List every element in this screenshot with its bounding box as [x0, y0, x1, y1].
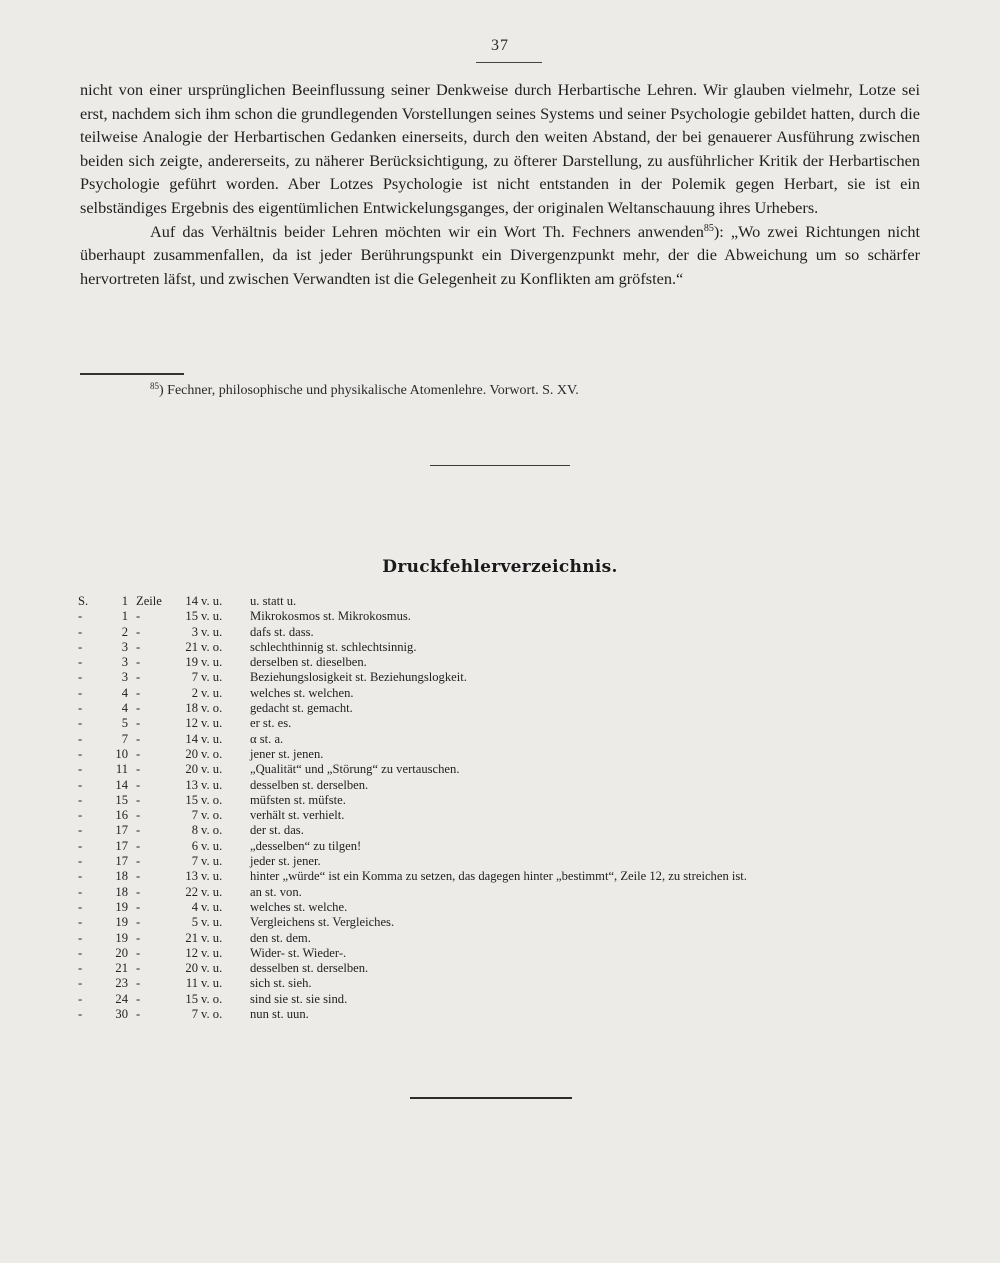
errata-direction: v. u. — [201, 899, 223, 914]
errata-zeile-label: - — [136, 716, 141, 731]
errata-correction: der st. das. — [250, 823, 304, 838]
errata-zeile-label: - — [136, 869, 141, 884]
errata-zeile-label: - — [136, 838, 141, 853]
errata-s-label: - — [78, 915, 83, 930]
errata-row — [78, 640, 938, 655]
errata-zeile-label: - — [136, 808, 141, 823]
errata-page: 23 — [115, 976, 128, 991]
errata-line: 11 — [185, 976, 198, 991]
errata-page: 20 — [115, 945, 128, 960]
errata-correction: Beziehungslosigkeit st. Beziehungslogkeit. — [250, 670, 467, 685]
errata-correction: sich st. sieh. — [250, 976, 312, 991]
footnote-reference: 85 — [703, 222, 714, 234]
errata-direction: v. u. — [201, 685, 223, 700]
errata-row — [78, 961, 938, 976]
errata-s-label: - — [78, 961, 83, 976]
errata-s-label: - — [78, 838, 83, 853]
errata-line: 13 — [185, 869, 198, 884]
errata-direction: v. u. — [201, 655, 223, 670]
closing-rule — [410, 1097, 572, 1099]
errata-correction: sind sie st. sie sind. — [250, 991, 348, 1006]
errata-correction: schlechthinnig st. schlechtsinnig. — [250, 639, 417, 654]
errata-page: 14 — [115, 777, 128, 792]
errata-line: 20 — [185, 762, 198, 777]
errata-row — [78, 747, 938, 762]
footnote-marker: 85 — [150, 381, 159, 391]
errata-zeile-label: - — [136, 670, 141, 685]
errata-direction: v. o. — [201, 639, 223, 654]
errata-zeile-label: - — [136, 884, 141, 899]
errata-page: 5 — [121, 716, 128, 731]
errata-s-label: - — [78, 746, 83, 761]
errata-page: 4 — [121, 701, 128, 716]
errata-zeile-label: - — [136, 854, 141, 869]
errata-line: 5 — [191, 915, 198, 930]
errata-page: 21 — [115, 961, 128, 976]
errata-direction: v. u. — [201, 838, 223, 853]
errata-page: 15 — [115, 792, 128, 807]
errata-s-label: - — [78, 869, 83, 884]
errata-direction: v. o. — [201, 746, 223, 761]
errata-direction: v. u. — [201, 731, 223, 746]
errata-zeile-label: - — [136, 961, 141, 976]
errata-zeile-label: - — [136, 915, 141, 930]
errata-direction: v. u. — [201, 976, 223, 991]
errata-row — [78, 885, 938, 900]
errata-line: 15 — [185, 609, 198, 624]
errata-row — [78, 823, 938, 838]
errata-correction: Vergleichens st. Vergleiches. — [250, 915, 395, 930]
body-paragraph-1: nicht von einer ursprünglichen Beeinflussung seiner Denkweise durch Herbartische Lehren. Wir glauben vielmehr, Lotze sei erst, nachdem sich ihm schon die grundlegenden Vorstellungen seines Systems und seiner Psychologie gebildet hatten, durch die teilweise Analogie der Herbartischen Gedanken einerseits, durch den weiten Abstand, der bei genauerer Ausführung zwischen beiden sich zeigte, andererseits, zu näherer Berücksichtigung, zu öfterer Darstellung, zu ausführlicher Kritik der Herbartischen Psychologie geführt worden. Aber Lotzes Psychologie ist nicht entstanden in der Polemik gegen Herbart, sie ist ein selbständiges Ergebnis des eigentümlichen Entwickelungsganges, der originalen Weltanschauung ihres Urhebers. — [80, 80, 920, 217]
errata-page: 3 — [121, 639, 128, 654]
errata-direction: v. u. — [201, 777, 223, 792]
errata-line: 7 — [191, 670, 198, 685]
errata-s-label: - — [78, 777, 83, 792]
errata-correction: nun st. uun. — [250, 1007, 309, 1022]
errata-row — [78, 931, 938, 946]
errata-line: 12 — [185, 945, 198, 960]
errata-s-label: - — [78, 655, 83, 670]
errata-direction: v. u. — [201, 884, 223, 899]
errata-zeile-label: - — [136, 945, 141, 960]
errata-row — [78, 762, 938, 777]
errata-zeile-label: - — [136, 624, 141, 639]
body-text — [80, 78, 920, 290]
errata-row — [78, 594, 938, 609]
errata-row — [78, 839, 938, 854]
errata-zeile-label: - — [136, 762, 141, 777]
errata-line: 21 — [185, 930, 198, 945]
errata-correction: welches st. welche. — [250, 899, 348, 914]
errata-page: 17 — [115, 838, 128, 853]
errata-line: 20 — [185, 746, 198, 761]
errata-direction: v. u. — [201, 961, 223, 976]
errata-direction: v. u. — [201, 915, 223, 930]
footnote-rule — [80, 373, 184, 375]
errata-page: 17 — [115, 823, 128, 838]
errata-s-label: - — [78, 884, 83, 899]
errata-row — [78, 976, 938, 991]
errata-correction: desselben st. derselben. — [250, 777, 369, 792]
errata-row — [78, 686, 938, 701]
errata-page: 16 — [115, 808, 128, 823]
errata-direction: v. o. — [201, 991, 223, 1006]
errata-zeile-label: - — [136, 823, 141, 838]
errata-correction: u. statt u. — [250, 594, 297, 608]
errata-row — [78, 1007, 938, 1022]
errata-page: 24 — [115, 991, 128, 1006]
errata-correction: „desselben“ zu tilgen! — [250, 838, 362, 853]
errata-zeile-label: - — [136, 792, 141, 807]
errata-correction: verhält st. verhielt. — [250, 808, 345, 823]
footnote-text: ) Fechner, philosophische und physikalische Atomenlehre. Vorwort. S. XV. — [159, 383, 579, 398]
errata-zeile-label: - — [136, 746, 141, 761]
errata-s-label: - — [78, 792, 83, 807]
footnote — [150, 381, 930, 401]
errata-zeile-label: Zeile — [136, 594, 162, 608]
errata-correction: hinter „würde“ ist ein Komma zu setzen, das dagegen hinter „bestimmt“, Zeile 12, zu streichen ist. — [250, 869, 747, 884]
section-divider — [430, 465, 570, 466]
errata-line: 15 — [185, 991, 198, 1006]
errata-line: 20 — [185, 961, 198, 976]
errata-line: 6 — [191, 838, 198, 853]
errata-correction: müfsten st. müfste. — [250, 792, 346, 807]
errata-s-label: - — [78, 670, 83, 685]
errata-line: 7 — [191, 854, 198, 869]
errata-correction: desselben st. derselben. — [250, 961, 369, 976]
errata-page: 19 — [115, 930, 128, 945]
errata-line: 21 — [185, 639, 198, 654]
errata-zeile-label: - — [136, 930, 141, 945]
errata-s-label: S. — [78, 594, 89, 608]
errata-row — [78, 793, 938, 808]
errata-line: 15 — [185, 792, 198, 807]
errata-direction: v. o. — [201, 701, 223, 716]
errata-s-label: - — [78, 854, 83, 869]
errata-s-label: - — [78, 762, 83, 777]
errata-row — [78, 946, 938, 961]
errata-direction: v. o. — [201, 1007, 223, 1022]
errata-correction: welches st. welchen. — [250, 685, 354, 700]
errata-page: 18 — [115, 884, 128, 899]
errata-page: 19 — [115, 899, 128, 914]
errata-line: 22 — [185, 884, 198, 899]
errata-correction: Wider- st. Wieder-. — [250, 945, 347, 960]
errata-page: 10 — [115, 746, 128, 761]
errata-page: 7 — [121, 731, 128, 746]
errata-row — [78, 778, 938, 793]
errata-direction: v. u. — [201, 670, 223, 685]
errata-line: 4 — [191, 899, 198, 914]
quote-intro: Auf das Verhältnis beider Lehren möchten wir ein Wort Th. Fechners anwenden — [150, 221, 704, 241]
errata-correction: jener st. jenen. — [250, 746, 324, 761]
errata-page: 19 — [115, 915, 128, 930]
errata-direction: v. u. — [201, 854, 223, 869]
errata-line: 7 — [191, 1007, 198, 1022]
errata-line: 18 — [185, 701, 198, 716]
errata-correction: jeder st. jener. — [250, 854, 321, 869]
errata-s-label: - — [78, 716, 83, 731]
errata-direction: v. u. — [201, 869, 223, 884]
errata-s-label: - — [78, 685, 83, 700]
errata-page: 18 — [115, 869, 128, 884]
errata-correction: derselben st. dieselben. — [250, 655, 367, 670]
errata-row — [78, 655, 938, 670]
errata-s-label: - — [78, 899, 83, 914]
errata-row — [78, 808, 938, 823]
errata-zeile-label: - — [136, 899, 141, 914]
errata-page: 3 — [121, 670, 128, 685]
errata-page: 1 — [121, 594, 128, 608]
errata-s-label: - — [78, 609, 83, 624]
errata-line: 3 — [191, 624, 198, 639]
errata-s-label: - — [78, 731, 83, 746]
errata-zeile-label: - — [136, 609, 141, 624]
errata-s-label: - — [78, 976, 83, 991]
errata-zeile-label: - — [136, 685, 141, 700]
errata-direction: v. o. — [201, 792, 223, 807]
page-number: 37 — [491, 37, 509, 54]
errata-line: 13 — [185, 777, 198, 792]
errata-s-label: - — [78, 624, 83, 639]
body-paragraph-2 — [80, 220, 920, 291]
errata-page: 30 — [115, 1007, 128, 1022]
errata-correction: er st. es. — [250, 716, 292, 731]
errata-correction: Mikrokosmos st. Mikrokosmus. — [250, 609, 411, 624]
errata-zeile-label: - — [136, 976, 141, 991]
errata-s-label: - — [78, 639, 83, 654]
errata-row — [78, 625, 938, 640]
errata-page: 11 — [115, 762, 128, 777]
errata-correction: gedacht st. gemacht. — [250, 701, 353, 716]
fechner-quote: ): „Wo zwei Richtungen nicht überhaupt zusammenfallen, da ist jeder Berührungspunkt ein Divergenzpunkt mehr, der die Abweichung um so schärfer hervortreten läfst, und zwischen Verwandten ist die Gelegenheit zu Konflikten am gröfsten.“ — [80, 221, 920, 288]
errata-row — [78, 716, 938, 731]
errata-zeile-label: - — [136, 731, 141, 746]
errata-line: 19 — [185, 655, 198, 670]
errata-direction: v. u. — [201, 930, 223, 945]
errata-zeile-label: - — [136, 639, 141, 654]
errata-row — [78, 854, 938, 869]
errata-s-label: - — [78, 945, 83, 960]
errata-row — [78, 701, 938, 716]
errata-s-label: - — [78, 991, 83, 1006]
errata-direction: v. u. — [201, 609, 223, 624]
errata-zeile-label: - — [136, 777, 141, 792]
errata-direction: v. o. — [201, 808, 223, 823]
errata-title: Druckfehlerverzeichnis. — [382, 557, 618, 577]
errata-page: 2 — [121, 624, 128, 639]
errata-correction: den st. dem. — [250, 930, 311, 945]
errata-direction: v. u. — [201, 945, 223, 960]
errata-line: 2 — [191, 685, 198, 700]
errata-s-label: - — [78, 808, 83, 823]
errata-correction: α st. a. — [250, 731, 284, 746]
errata-line: 14 — [185, 731, 198, 746]
errata-page: 4 — [121, 685, 128, 700]
errata-row — [78, 670, 938, 685]
errata-correction: „Qualität“ und „Störung“ zu vertauschen. — [250, 762, 460, 777]
errata-direction: v. u. — [201, 716, 223, 731]
errata-zeile-label: - — [136, 1007, 141, 1022]
errata-row — [78, 915, 938, 930]
errata-s-label: - — [78, 823, 83, 838]
errata-line: 12 — [185, 716, 198, 731]
errata-row — [78, 900, 938, 915]
errata-line: 7 — [191, 808, 198, 823]
errata-list — [78, 594, 938, 1022]
errata-row — [78, 732, 938, 747]
page-number-rule — [476, 62, 542, 63]
errata-s-label: - — [78, 930, 83, 945]
errata-correction: dafs st. dass. — [250, 624, 314, 639]
errata-page: 17 — [115, 854, 128, 869]
errata-zeile-label: - — [136, 991, 141, 1006]
errata-direction: v. u. — [201, 594, 223, 608]
errata-s-label: - — [78, 701, 83, 716]
errata-direction: v. u. — [201, 762, 223, 777]
errata-row — [78, 609, 938, 624]
errata-line: 8 — [191, 823, 198, 838]
errata-s-label: - — [78, 1007, 83, 1022]
errata-page: 1 — [121, 609, 128, 624]
errata-row — [78, 869, 938, 884]
errata-direction: v. u. — [201, 624, 223, 639]
errata-zeile-label: - — [136, 701, 141, 716]
errata-row — [78, 992, 938, 1007]
errata-page: 3 — [121, 655, 128, 670]
errata-correction: an st. von. — [250, 884, 302, 899]
errata-zeile-label: - — [136, 655, 141, 670]
errata-line: 14 — [185, 594, 198, 608]
errata-direction: v. o. — [201, 823, 223, 838]
